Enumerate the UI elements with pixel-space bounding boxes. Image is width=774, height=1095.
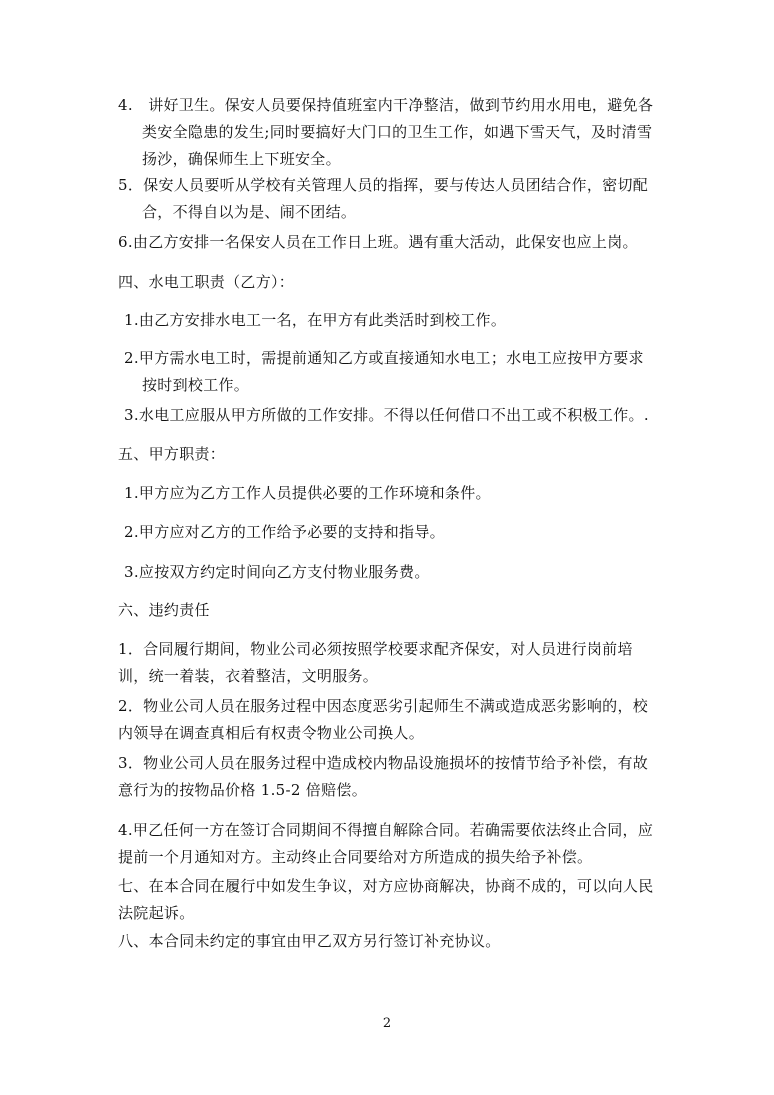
paragraph-electrician-1: 1.由乙方安排水电工一名，在甲方有此类活时到校工作。 bbox=[124, 311, 507, 329]
paragraph-security-obey: 5．保安人员要听从学校有关管理人员的指挥，要与传达人员团结合作，密切配合，不得自以为是、闹不团结。 bbox=[118, 176, 649, 221]
paragraph-security-shift: 6.由乙方安排一名保安人员在工作日上班。遇有重大活动，此保安也应上岗。 bbox=[118, 233, 638, 251]
paragraph-party-a-1: 1.甲方应为乙方工作人员提供必要的工作环境和条件。 bbox=[124, 484, 491, 502]
paragraph-party-a-3: 3.应按双方约定时间向乙方支付物业服务费。 bbox=[124, 563, 430, 581]
paragraph-party-a-2: 2.甲方应对乙方的工作给予必要的支持和指导。 bbox=[124, 523, 445, 541]
section-heading-breach: 六、违约责任 bbox=[118, 601, 210, 619]
paragraph-electrician-3: 3.水电工应服从甲方所做的工作安排。不得以任何借口不出工或不积极工作。. bbox=[124, 406, 649, 424]
paragraph-electrician-2: 2.甲方需水电工时，需提前通知乙方或直接通知水电工；水电工应按甲方要求按时到校工作。 bbox=[124, 349, 644, 394]
page-number: 2 bbox=[382, 1016, 392, 1031]
section-heading-electrician: 四、水电工职责（乙方）： bbox=[118, 273, 295, 291]
paragraph-supplement: 八、本合同未约定的事宜由甲乙双方另行签订补充协议。 bbox=[118, 932, 501, 950]
paragraph-breach-4: 4.甲乙任何一方在签订合同期间不得擅自解除合同。若确需要依法终止合同，应提前一个月通知对方。主动终止合同要给对方所造成的损失给予补偿。 bbox=[118, 821, 654, 866]
section-heading-party-a: 五、甲方职责： bbox=[118, 445, 226, 463]
paragraph-security-hygiene: 4. 讲好卫生。保安人员要保持值班室内干净整洁，做到节约用水用电，避免各类安全隐患的发生;同时要搞好大门口的卫生工作，如遇下雪天气，及时清雪扬沙，确保师生上下班安全。 bbox=[118, 96, 654, 168]
paragraph-breach-3: 3．物业公司人员在服务过程中造成校内物品设施损坏的按情节给予补偿，有故意行为的按物品价格 1.5-2 倍赔偿。 bbox=[118, 754, 649, 799]
paragraph-breach-2: 2．物业公司人员在服务过程中因态度恶劣引起师生不满或造成恶劣影响的，校内领导在调查真相后有权责令物业公司换人。 bbox=[118, 697, 649, 742]
paragraph-dispute: 七、在本合同在履行中如发生争议，对方应协商解决，协商不成的，可以向人民法院起诉。 bbox=[118, 877, 654, 922]
paragraph-breach-1: 1．合同履行期间，物业公司必须按照学校要求配齐保安，对人员进行岗前培训，统一着装，衣着整洁，文明服务。 bbox=[118, 640, 633, 685]
